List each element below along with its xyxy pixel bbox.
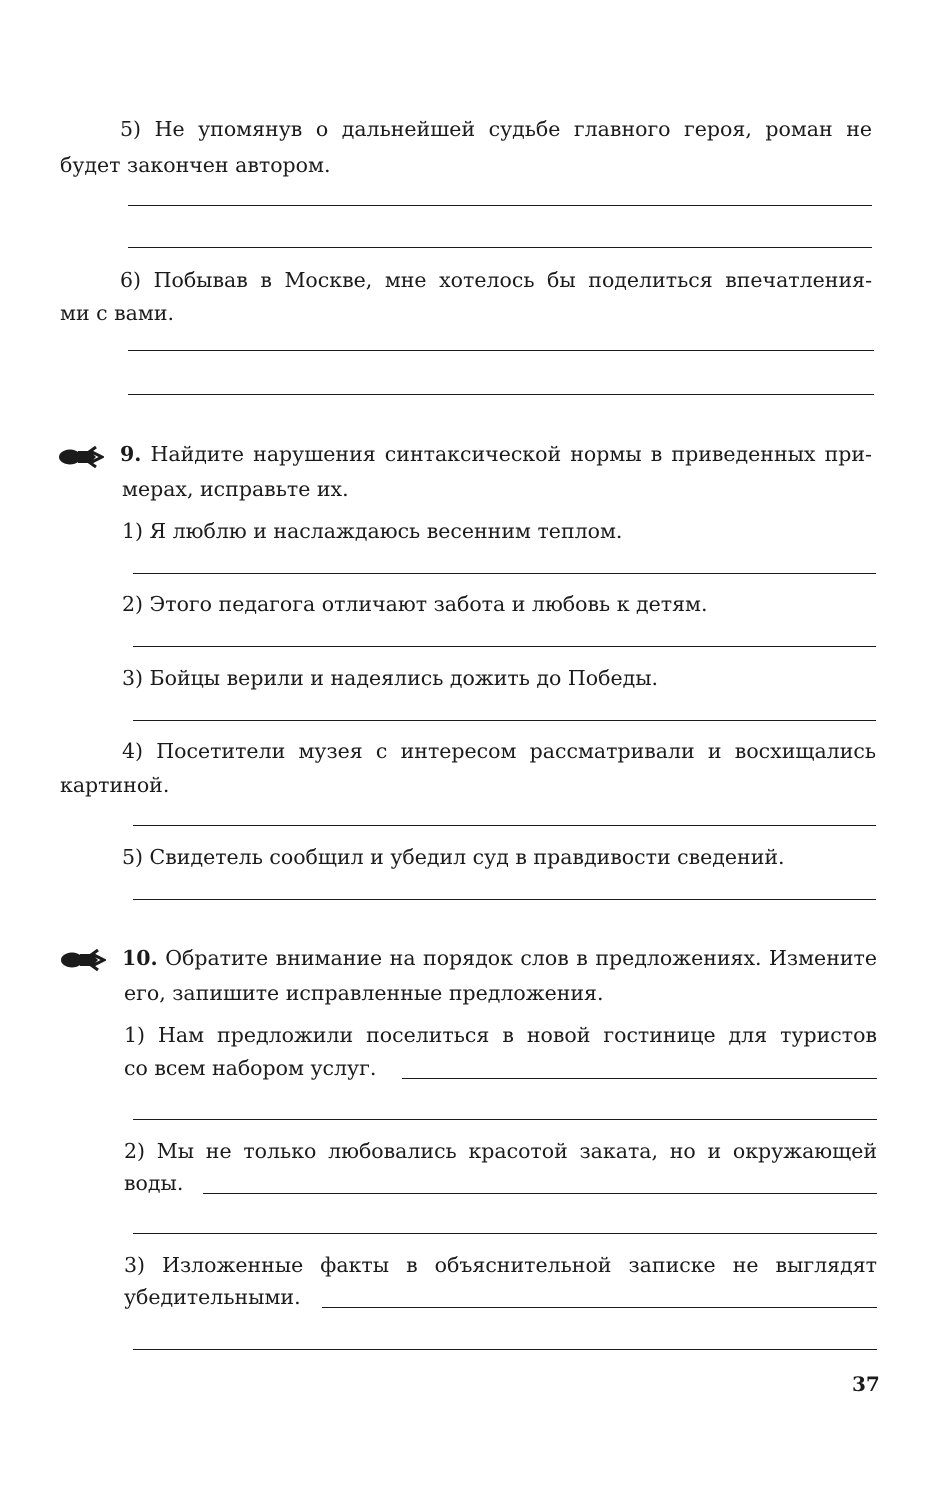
exercise-9-number: 9. xyxy=(120,442,142,466)
exercise-10-number: 10. xyxy=(122,946,158,970)
exercise-9-item-1: 1) Я люблю и наслаждаюсь весенним теплом. xyxy=(122,519,623,543)
prev-item-5-line1: 5) Не упомянув о дальнейшей судьбе главного героя, роман не xyxy=(120,117,872,141)
exercise-10-item-1-line1: 1) Нам предложили поселиться в новой гостинице для туристов xyxy=(124,1023,877,1047)
answer-line[interactable] xyxy=(133,1349,877,1350)
exercise-9-item-3: 3) Бойцы верили и надеялись дожить до Победы. xyxy=(122,666,659,690)
prev-item-6-line2: ми с вами. xyxy=(60,301,175,325)
answer-line[interactable] xyxy=(133,1233,877,1234)
exercise-9-item-4-line1: 4) Посетители музея с интересом рассматривали и восхищались xyxy=(122,739,876,763)
answer-line[interactable] xyxy=(128,205,872,206)
exercise-9-item-4-line2: картиной. xyxy=(60,773,170,797)
pen-nib-icon xyxy=(58,445,104,469)
exercise-10-item-3-line2: убедительными. xyxy=(124,1285,301,1309)
page-number: 37 xyxy=(852,1372,880,1396)
answer-line[interactable] xyxy=(128,350,874,351)
answer-line[interactable] xyxy=(128,394,874,395)
exercise-10-item-2-line1: 2) Мы не только любовались красотой заката, но и окружающей xyxy=(124,1139,877,1163)
exercise-10-item-2-line2: воды. xyxy=(124,1171,184,1195)
exercise-10-instruction-line1: 10. Обратите внимание на порядок слов в предложениях. Измените xyxy=(122,946,877,970)
prev-item-6-line1: 6) Побывав в Москве, мне хотелось бы поделиться впечатления- xyxy=(120,268,872,292)
answer-line[interactable] xyxy=(133,573,876,574)
prev-item-5-line2: будет закончен автором. xyxy=(60,153,331,177)
answer-line[interactable] xyxy=(133,720,876,721)
answer-line[interactable] xyxy=(402,1078,877,1079)
answer-line[interactable] xyxy=(322,1307,877,1308)
answer-line[interactable] xyxy=(133,646,876,647)
exercise-9-item-2: 2) Этого педагога отличают забота и любовь к детям. xyxy=(122,592,708,616)
answer-line[interactable] xyxy=(133,1119,877,1120)
answer-line[interactable] xyxy=(203,1193,877,1194)
answer-line[interactable] xyxy=(133,899,876,900)
exercise-10-item-1-line2: со всем набором услуг. xyxy=(124,1056,377,1080)
answer-line[interactable] xyxy=(133,825,876,826)
answer-line[interactable] xyxy=(128,247,872,248)
exercise-9-item-5: 5) Свидетель сообщил и убедил суд в правдивости сведений. xyxy=(122,845,785,869)
exercise-10-instruction-line2: его, запишите исправленные предложения. xyxy=(124,981,604,1005)
pen-nib-icon xyxy=(60,948,106,972)
exercise-10-item-3-line1: 3) Изложенные факты в объяснительной записке не выглядят xyxy=(124,1253,877,1277)
exercise-9-instruction-line1: 9. Найдите нарушения синтаксической нормы в приведенных при- xyxy=(120,442,872,466)
exercise-9-instruction-line2: мерах, исправьте их. xyxy=(122,477,349,501)
